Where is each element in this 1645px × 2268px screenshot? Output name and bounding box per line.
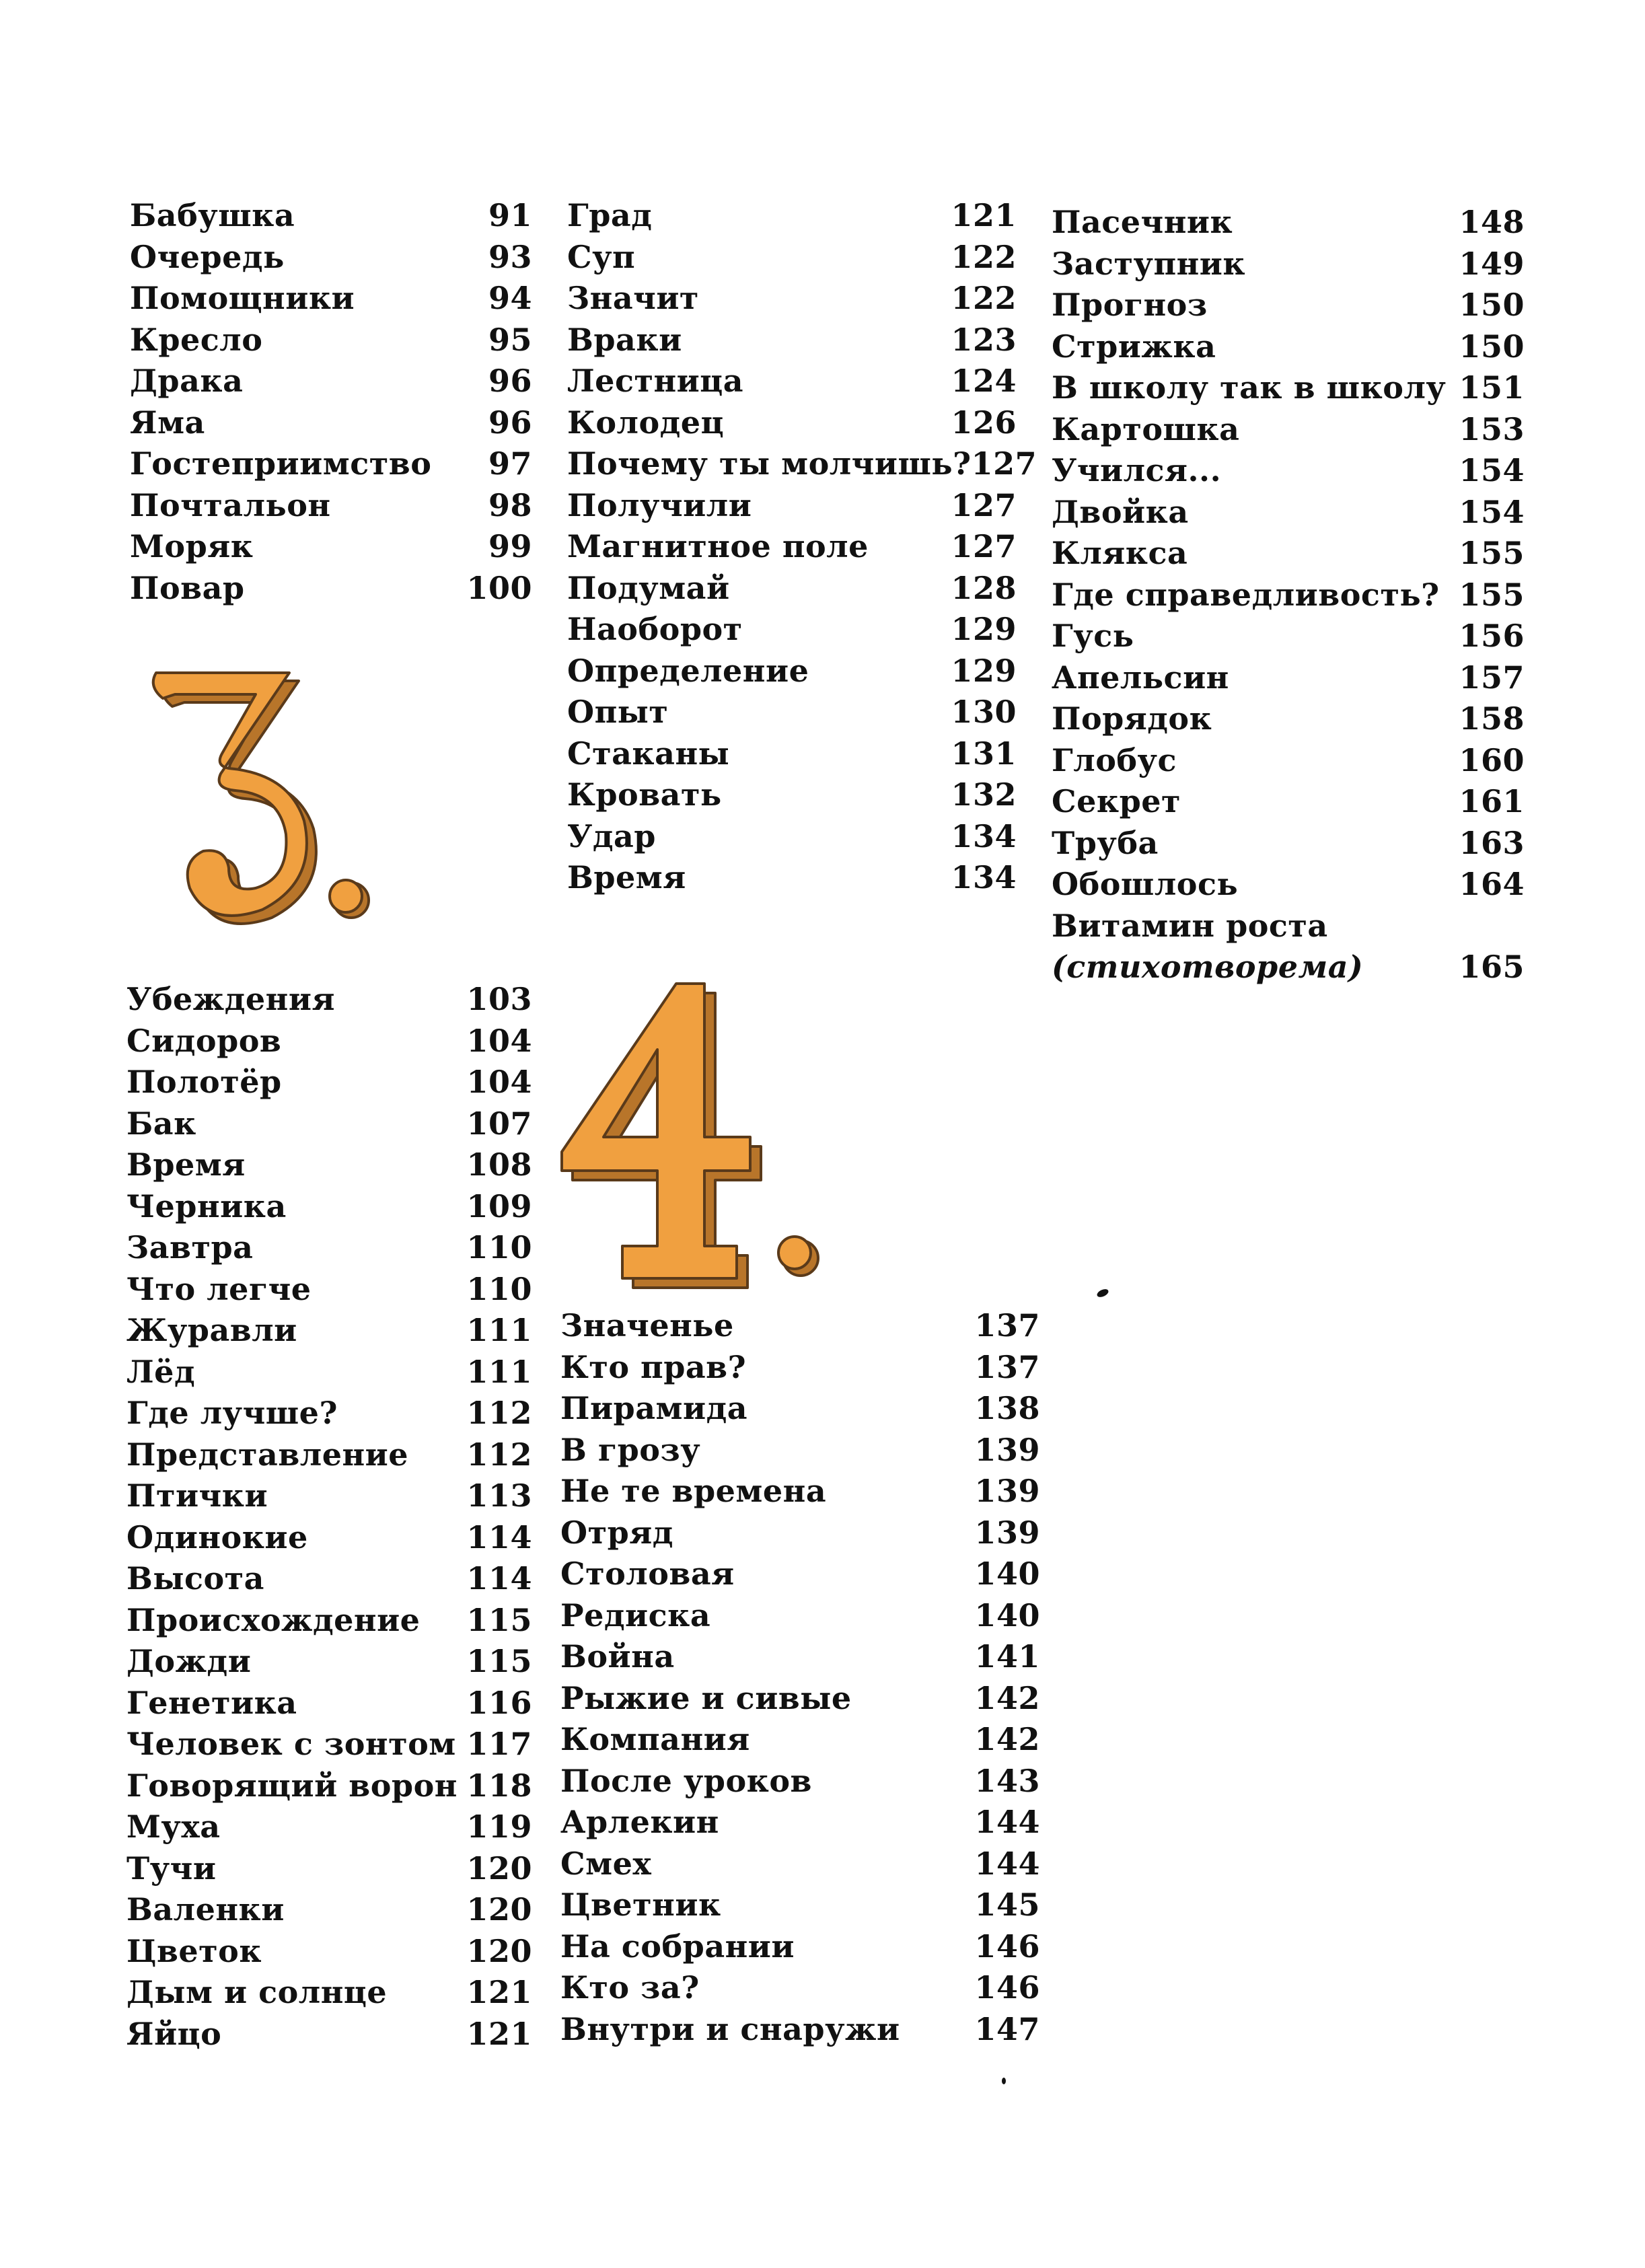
toc-entry[interactable] <box>1052 533 1525 575</box>
toc-entry-title: Говорящий ворон <box>126 1767 458 1804</box>
toc-entry-page: 131 <box>951 735 1017 772</box>
toc-entry[interactable] <box>126 1600 532 1642</box>
toc-entry-title: Учился... <box>1052 452 1222 488</box>
toc-entry-title: Что легче <box>126 1270 312 1307</box>
toc-entry-title: Стаканы <box>567 735 730 772</box>
toc-entry-page: 112 <box>466 1395 532 1431</box>
toc-entry-title: Кто прав? <box>560 1348 747 1385</box>
toc-entry[interactable] <box>567 609 1017 651</box>
toc-entry[interactable] <box>1052 575 1525 616</box>
toc-entry-title: Яйцо <box>126 2015 222 2052</box>
toc-column-2-bottom <box>560 1305 1040 2050</box>
toc-entry[interactable] <box>567 857 1017 899</box>
toc-entry[interactable] <box>560 1471 1040 1512</box>
toc-entry-page: 155 <box>1459 535 1525 571</box>
toc-entry-title: Стрижка <box>1052 328 1216 365</box>
toc-entry[interactable] <box>126 1931 532 1973</box>
toc-entry-page: 142 <box>974 1679 1040 1716</box>
toc-entry-title: В грозу <box>560 1431 701 1468</box>
toc-entry-page: 120 <box>466 1932 532 1969</box>
toc-entry-page: 111 <box>466 1312 532 1348</box>
toc-entry[interactable] <box>130 526 532 568</box>
toc-entry-title: Значенье <box>560 1307 734 1344</box>
toc-entry-page: 148 <box>1459 204 1525 240</box>
toc-entry-page: 126 <box>951 404 1017 441</box>
toc-entry-title: Журавли <box>126 1312 297 1348</box>
toc-entry[interactable] <box>126 1144 532 1186</box>
toc-entry[interactable] <box>560 1553 1040 1595</box>
toc-entry-page: 93 <box>488 238 532 275</box>
toc-entry[interactable] <box>560 1388 1040 1430</box>
toc-entry[interactable] <box>1052 409 1525 451</box>
toc-entry-title: Высота <box>126 1560 264 1597</box>
toc-entry-title: Магнитное поле <box>567 528 869 564</box>
toc-entry-page: 134 <box>951 859 1017 895</box>
toc-entry-page: 154 <box>1459 493 1525 530</box>
toc-entry-title: Прогноз <box>1052 287 1208 323</box>
toc-entry[interactable] <box>1052 244 1525 285</box>
toc-entry-title: Тучи <box>126 1850 217 1887</box>
toc-entry[interactable] <box>126 1848 532 1890</box>
toc-entry[interactable] <box>1052 740 1525 782</box>
toc-entry-title: Повар <box>130 569 245 606</box>
toc-entry[interactable] <box>126 1434 532 1476</box>
toc-entry-page: 121 <box>951 197 1017 233</box>
toc-entry-title: Бак <box>126 1105 196 1142</box>
toc-entry-page: 144 <box>974 1845 1040 1882</box>
toc-entry-title: Моряк <box>130 528 254 564</box>
toc-entry-title: Птички <box>126 1477 268 1514</box>
toc-entry[interactable] <box>560 1719 1040 1761</box>
toc-entry-title: На собрании <box>560 1928 795 1965</box>
toc-entry-title: Драка <box>130 363 244 399</box>
toc-entry-page: 154 <box>1459 452 1525 488</box>
toc-entry-page: 146 <box>974 1969 1040 2006</box>
toc-entry-page: 138 <box>974 1390 1040 1426</box>
toc-entry-page: 143 <box>974 1762 1040 1799</box>
toc-entry-title: Убеждения <box>126 981 335 1017</box>
toc-entry[interactable] <box>567 568 1017 610</box>
toc-entry-title: Пасечник <box>1052 204 1233 240</box>
toc-entry-page: 137 <box>974 1307 1040 1344</box>
toc-entry-page: 151 <box>1459 369 1525 406</box>
toc-entry-title: Почтальон <box>130 486 331 523</box>
toc-entry-title: Очередь <box>130 238 285 275</box>
toc-entry[interactable] <box>560 1843 1040 1885</box>
toc-entry[interactable] <box>560 1678 1040 1720</box>
toc-entry[interactable] <box>130 237 532 279</box>
toc-entry-title: Определение <box>567 652 809 689</box>
toc-entry-page: 117 <box>466 1726 532 1762</box>
toc-entry[interactable] <box>126 1806 532 1848</box>
toc-entry[interactable] <box>130 443 532 485</box>
toc-entry-page: 109 <box>466 1187 532 1224</box>
toc-entry-title: Кто за? <box>560 1969 700 2006</box>
toc-entry-page: 104 <box>466 1022 532 1059</box>
numeral-three-icon <box>128 646 383 949</box>
toc-entry-title: Наоборот <box>567 611 743 647</box>
toc-entry-page: 147 <box>974 2010 1040 2047</box>
toc-entry[interactable] <box>130 402 532 444</box>
toc-entry[interactable] <box>560 1595 1040 1637</box>
toc-entry-title: Глобус <box>1052 741 1177 778</box>
toc-entry-title: Пирамида <box>560 1390 748 1426</box>
toc-entry-title: Время <box>126 1146 246 1183</box>
toc-entry-page: 153 <box>1459 410 1525 447</box>
toc-entry[interactable] <box>126 1352 532 1393</box>
toc-entry-page: 121 <box>466 1974 532 2010</box>
toc-entry[interactable] <box>126 1021 532 1062</box>
toc-entry-page: 95 <box>488 321 532 358</box>
toc-entry-page: 141 <box>974 1638 1040 1675</box>
toc-entry-title: Не те времена <box>560 1473 827 1509</box>
toc-entry-title: Подумай <box>567 569 730 606</box>
toc-entry-page: 140 <box>974 1556 1040 1592</box>
toc-entry-page: 118 <box>466 1767 532 1804</box>
toc-entry[interactable] <box>126 1765 532 1807</box>
toc-entry-page: 128 <box>951 569 1017 606</box>
section-3-numeral <box>128 646 383 949</box>
toc-entry-page: 107 <box>466 1105 532 1142</box>
toc-entry-title: Заступник <box>1052 245 1246 282</box>
toc-entry[interactable] <box>126 1393 532 1434</box>
toc-entry[interactable] <box>126 1972 532 2014</box>
toc-entry-title: Компания <box>560 1721 750 1757</box>
toc-entry-title: Удар <box>567 817 656 854</box>
toc-entry-page: 114 <box>466 1519 532 1556</box>
toc-entry[interactable] <box>1052 492 1525 534</box>
toc-entry-title: Происхождение <box>126 1601 421 1638</box>
toc-entry[interactable] <box>1052 326 1525 368</box>
toc-entry[interactable] <box>567 278 1017 320</box>
toc-entry[interactable] <box>1052 864 1525 906</box>
toc-entry[interactable] <box>126 1310 532 1352</box>
toc-entry-title: Почему ты молчишь? <box>567 445 972 482</box>
toc-entry-page: 115 <box>466 1643 532 1679</box>
toc-entry[interactable] <box>1052 906 1525 988</box>
toc-entry[interactable] <box>567 774 1017 816</box>
toc-entry-title: Получили <box>567 486 752 523</box>
section-4-numeral <box>548 976 838 1298</box>
toc-entry-title: Град <box>567 197 653 233</box>
toc-entry-page: 129 <box>951 652 1017 689</box>
toc-entry[interactable] <box>126 1724 532 1765</box>
toc-entry-page: 127 <box>951 528 1017 564</box>
toc-entry-title: Арлекин <box>560 1804 719 1840</box>
toc-entry[interactable] <box>1052 202 1525 244</box>
toc-entry-page: 121 <box>466 2015 532 2052</box>
scan-speck <box>1002 2078 1006 2084</box>
toc-entry-title: Внутри и снаружи <box>560 2010 900 2047</box>
toc-entry-title: Завтра <box>126 1229 254 1266</box>
toc-entry[interactable] <box>1052 367 1525 409</box>
toc-entry[interactable] <box>567 443 1037 485</box>
toc-entry[interactable] <box>126 1641 532 1683</box>
toc-entry-page: 122 <box>951 238 1017 275</box>
toc-entry-page: 112 <box>466 1436 532 1473</box>
toc-entry-page: 161 <box>1459 783 1525 819</box>
toc-entry-page: 113 <box>466 1477 532 1514</box>
toc-entry-page: 145 <box>974 1887 1040 1923</box>
toc-entry-title: Гусь <box>1052 618 1134 654</box>
toc-entry-page: 134 <box>951 817 1017 854</box>
toc-entry[interactable] <box>567 733 1017 775</box>
toc-entry[interactable] <box>567 526 1017 568</box>
toc-entry-title: Кресло <box>130 321 263 358</box>
toc-entry-title: В школу так в школу <box>1052 369 1447 406</box>
toc-entry[interactable] <box>126 1269 532 1311</box>
toc-entry-page: 165 <box>1459 949 1525 985</box>
toc-entry[interactable] <box>126 1517 532 1559</box>
toc-entry-page: 129 <box>951 611 1017 647</box>
toc-entry-page: 137 <box>974 1348 1040 1385</box>
toc-entry-page: 120 <box>466 1891 532 1928</box>
toc-entry[interactable] <box>1052 823 1525 865</box>
toc-entry-page: 116 <box>466 1684 532 1721</box>
toc-entry-title: Апельсин <box>1052 659 1229 696</box>
toc-entry-page: 164 <box>1459 866 1525 902</box>
toc-entry[interactable] <box>567 237 1017 279</box>
toc-entry[interactable] <box>560 1802 1040 1843</box>
toc-entry-page: 96 <box>488 363 532 399</box>
toc-entry-page: 127 <box>971 445 1037 482</box>
toc-entry[interactable] <box>126 1475 532 1517</box>
toc-entry-page: 91 <box>488 197 532 233</box>
toc-entry[interactable] <box>1052 781 1525 823</box>
toc-entry-page: 150 <box>1459 328 1525 365</box>
toc-entry[interactable] <box>560 1430 1040 1471</box>
toc-entry-page: 120 <box>466 1850 532 1887</box>
toc-entry-title: Лестница <box>567 363 744 399</box>
toc-entry[interactable] <box>567 485 1017 527</box>
toc-entry-title: Опыт <box>567 694 669 730</box>
toc-entry[interactable] <box>560 2009 1040 2051</box>
toc-entry[interactable] <box>126 1683 532 1724</box>
toc-entry-title: Колодец <box>567 404 725 441</box>
toc-entry[interactable] <box>130 485 532 527</box>
numeral-four-icon <box>548 976 838 1298</box>
toc-entry-page: 96 <box>488 404 532 441</box>
toc-entry-title: Секрет <box>1052 783 1181 819</box>
toc-column-2-top <box>567 195 1037 899</box>
toc-entry-page: 146 <box>974 1928 1040 1965</box>
toc-entry-page: 130 <box>951 694 1017 730</box>
toc-entry-page: 150 <box>1459 287 1525 323</box>
toc-entry[interactable] <box>126 1062 532 1103</box>
toc-entry-title: Цветок <box>126 1932 262 1969</box>
toc-entry-title: Помощники <box>130 280 355 316</box>
toc-entry[interactable] <box>130 361 532 402</box>
toc-entry-title: Рыжие и сивые <box>560 1679 852 1716</box>
toc-entry[interactable] <box>560 1885 1040 1926</box>
toc-entry-page: 142 <box>974 1721 1040 1757</box>
toc-entry-title-line2: (стихотворема) <box>1052 949 1364 985</box>
toc-entry-page: 115 <box>466 1601 532 1638</box>
toc-entry[interactable] <box>1052 698 1525 740</box>
toc-entry-page: 103 <box>466 981 532 1017</box>
toc-entry-page: 104 <box>466 1064 532 1100</box>
toc-entry-page: 100 <box>466 569 532 606</box>
toc-entry-page: 111 <box>466 1353 532 1390</box>
toc-entry-title: Черника <box>126 1187 287 1224</box>
toc-entry[interactable] <box>126 1227 532 1269</box>
toc-entry-page: 97 <box>488 445 532 482</box>
toc-entry-title: Смех <box>560 1845 652 1882</box>
toc-entry[interactable] <box>560 1926 1040 1968</box>
scan-speck <box>1096 1288 1110 1299</box>
toc-entry-title: Клякса <box>1052 535 1188 571</box>
toc-entry[interactable] <box>1052 285 1525 326</box>
toc-entry-title: Представление <box>126 1436 409 1473</box>
toc-column-1-bottom <box>126 979 532 2055</box>
toc-entry-title: Сидоров <box>126 1022 282 1059</box>
toc-entry-page: 98 <box>488 486 532 523</box>
toc-entry-page: 108 <box>466 1146 532 1183</box>
toc-entry-page: 140 <box>974 1597 1040 1634</box>
toc-entry-page: 122 <box>951 280 1017 316</box>
toc-entry-page: 119 <box>466 1808 532 1845</box>
toc-entry-title: После уроков <box>560 1762 812 1799</box>
toc-entry-title: Лёд <box>126 1353 196 1390</box>
toc-entry-title: Бабушка <box>130 197 295 233</box>
toc-entry-page: 149 <box>1459 245 1525 282</box>
toc-entry-title: Враки <box>567 321 682 358</box>
toc-column-1-top <box>130 195 532 609</box>
toc-entry-page: 160 <box>1459 741 1525 778</box>
toc-entry[interactable] <box>567 195 1017 237</box>
toc-entry-title: Цветник <box>560 1887 721 1923</box>
toc-entry-title: Дым и солнце <box>126 1974 388 2010</box>
toc-entry-title: Война <box>560 1638 675 1675</box>
toc-entry-title: Обошлось <box>1052 866 1239 902</box>
toc-entry[interactable] <box>560 1761 1040 1802</box>
toc-entry[interactable] <box>126 2014 532 2055</box>
toc-entry-page: 139 <box>974 1431 1040 1468</box>
toc-entry-title <box>1052 906 1363 988</box>
toc-column-3 <box>1052 202 1525 988</box>
toc-entry[interactable] <box>130 568 532 610</box>
toc-entry-title: Гостеприимство <box>130 445 432 482</box>
toc-entry-title: Полотёр <box>126 1064 282 1100</box>
toc-entry-page: 127 <box>951 486 1017 523</box>
toc-entry-title: Столовая <box>560 1556 735 1592</box>
toc-entry-title: Кровать <box>567 776 722 813</box>
toc-entry[interactable] <box>126 1186 532 1228</box>
toc-entry[interactable] <box>1052 657 1525 699</box>
toc-entry-title-line1: Витамин роста <box>1052 907 1328 944</box>
toc-entry[interactable] <box>560 1512 1040 1554</box>
toc-entry[interactable] <box>567 692 1017 733</box>
toc-entry-title: Дожди <box>126 1643 252 1679</box>
toc-entry[interactable] <box>1052 450 1525 492</box>
toc-entry[interactable] <box>567 816 1017 858</box>
toc-entry[interactable] <box>126 1889 532 1931</box>
toc-entry[interactable] <box>567 402 1017 444</box>
toc-entry-page: 123 <box>951 321 1017 358</box>
toc-entry[interactable] <box>126 1558 532 1600</box>
toc-entry-title: Отряд <box>560 1514 673 1551</box>
toc-entry-title: Редиска <box>560 1597 711 1634</box>
toc-entry-title: Где лучше? <box>126 1395 338 1431</box>
toc-entry-page: 110 <box>466 1229 532 1266</box>
toc-entry[interactable] <box>126 979 532 1021</box>
toc-entry-title: Картошка <box>1052 410 1240 447</box>
toc-entry[interactable] <box>567 320 1017 361</box>
toc-entry[interactable] <box>567 361 1017 402</box>
toc-entry-page: 94 <box>488 280 532 316</box>
toc-entry-title: Значит <box>567 280 699 316</box>
toc-entry-page: 139 <box>974 1514 1040 1551</box>
toc-entry-title: Время <box>567 859 686 895</box>
toc-entry-title: Муха <box>126 1808 221 1845</box>
toc-entry[interactable] <box>560 1305 1040 1347</box>
toc-entry-title: Порядок <box>1052 700 1212 737</box>
toc-entry-title: Где справедливость? <box>1052 576 1440 613</box>
toc-entry-title: Суп <box>567 238 636 275</box>
toc-entry-page: 124 <box>951 363 1017 399</box>
toc-entry-page: 156 <box>1459 618 1525 654</box>
toc-entry-page: 155 <box>1459 576 1525 613</box>
toc-entry-title: Генетика <box>126 1684 297 1721</box>
toc-entry-page: 139 <box>974 1473 1040 1509</box>
toc-entry[interactable] <box>560 1636 1040 1678</box>
toc-entry[interactable] <box>130 195 532 237</box>
toc-entry[interactable] <box>126 1103 532 1145</box>
toc-entry[interactable] <box>130 278 532 320</box>
toc-entry[interactable] <box>567 651 1017 692</box>
toc-entry-page: 158 <box>1459 700 1525 737</box>
toc-entry-title: Труба <box>1052 824 1159 861</box>
toc-entry-title: Валенки <box>126 1891 285 1928</box>
toc-entry[interactable] <box>1052 616 1525 657</box>
toc-entry-title: Одинокие <box>126 1519 308 1556</box>
toc-entry-page: 110 <box>466 1270 532 1307</box>
toc-entry[interactable] <box>560 1347 1040 1389</box>
toc-entry-page: 163 <box>1459 824 1525 861</box>
toc-entry[interactable] <box>560 1967 1040 2009</box>
toc-entry-title: Яма <box>130 404 205 441</box>
toc-entry-title: Двойка <box>1052 493 1189 530</box>
toc-entry[interactable] <box>130 320 532 361</box>
toc-entry-page: 132 <box>951 776 1017 813</box>
toc-entry-page: 99 <box>488 528 532 564</box>
toc-entry-page: 144 <box>974 1804 1040 1840</box>
toc-entry-title: Человек с зонтом <box>126 1726 456 1762</box>
toc-entry-page: 114 <box>466 1560 532 1597</box>
toc-entry-page: 157 <box>1459 659 1525 696</box>
